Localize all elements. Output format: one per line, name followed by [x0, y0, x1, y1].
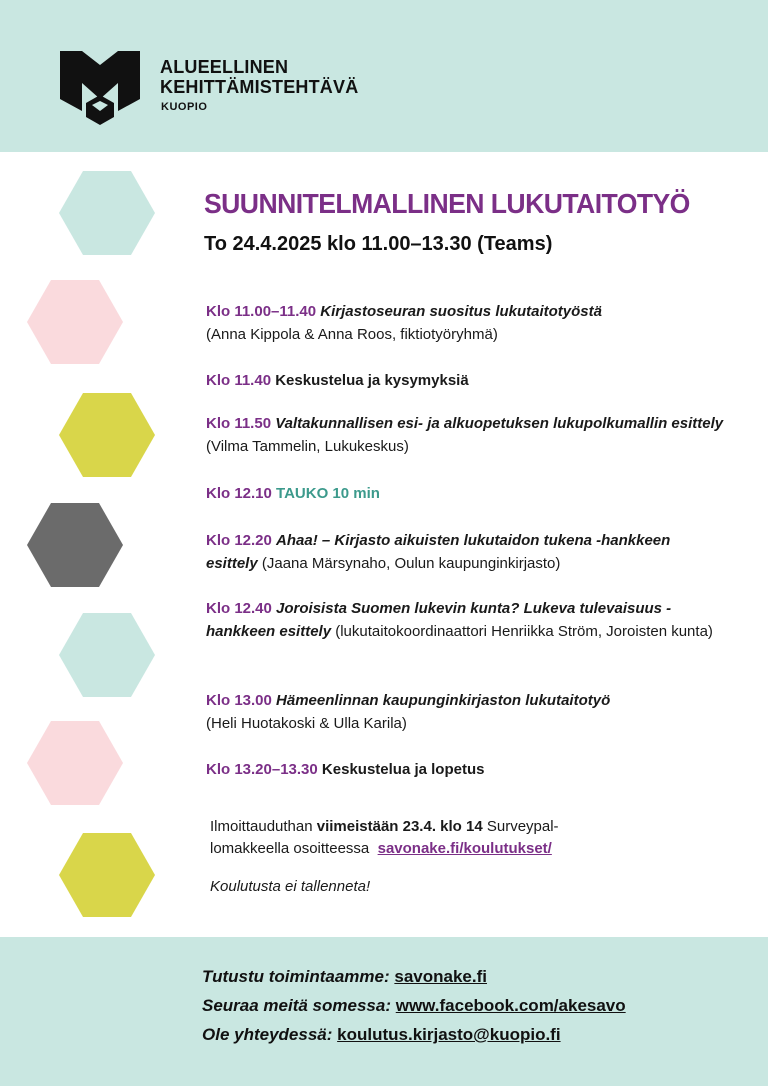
email-link[interactable]: koulutus.kirjasto@kuopio.fi: [337, 1025, 561, 1044]
program-topic: Kirjastoseuran suositus lukutaitotyöstä: [320, 303, 602, 320]
footer-label: Seuraa meitä somessa:: [202, 996, 391, 1015]
decorative-hexagon-pink: [27, 721, 123, 805]
footer-line: [202, 967, 487, 987]
program-time: Klo 13.20–13.30: [206, 761, 318, 778]
program-item: [206, 689, 726, 735]
decorative-hexagon-yellow: [59, 393, 155, 477]
footer-band: [0, 937, 768, 1086]
organization-city: KUOPIO: [161, 101, 208, 113]
program-item: [206, 758, 726, 781]
decorative-hexagon-mint: [59, 613, 155, 697]
program-item: [206, 300, 726, 346]
program-time: Klo 13.00: [206, 692, 272, 709]
program-item: [206, 369, 726, 392]
program-time: Klo 11.00–11.40: [206, 303, 317, 320]
registration-text: Surveypal-: [486, 818, 559, 835]
decorative-hexagon-gray: [27, 503, 123, 587]
registration-link[interactable]: savonake.fi/koulutukset/: [377, 840, 552, 857]
program-detail: (lukutaitokoordinaattori Henriikka Ström, Joroisten kunta): [335, 623, 713, 640]
organization-logo-icon: [58, 47, 142, 125]
program-item: [206, 482, 726, 505]
organization-name: [160, 57, 358, 97]
org-name-line2: KEHITTÄMISTEHTÄVÄ: [160, 77, 359, 97]
program-time: Klo 12.20: [206, 532, 272, 549]
registration-info: [210, 816, 690, 860]
program-topic: Valtakunnallisen esi- ja alkuopetuksen lukupolkumallin esittely: [275, 415, 724, 432]
decorative-hexagon-pink: [27, 280, 123, 364]
website-link[interactable]: savonake.fi: [394, 967, 487, 986]
program-topic: Hämeenlinnan kaupunginkirjaston lukutaitotyö: [276, 692, 611, 709]
program-topic: Keskustelua ja lopetus: [321, 761, 485, 778]
program-detail: (Jaana Märsynaho, Oulun kaupunginkirjasto): [261, 555, 561, 572]
program-topic: TAUKO 10 min: [276, 485, 380, 502]
footer-line: [202, 996, 626, 1016]
footer-label: Tutustu toimintaamme:: [202, 967, 390, 986]
program-topic: Joroisista Suomen lukevin kunta? Lukeva tulevaisuus -hankkeen esittely: [206, 600, 672, 640]
header-band: [0, 0, 768, 152]
program-item: [206, 529, 726, 575]
program-time: Klo 11.50: [206, 415, 272, 432]
event-title: SUUNNITELMALLINEN LUKUTAITOTYÖ: [204, 188, 690, 219]
program-time: Klo 12.10: [206, 485, 272, 502]
program-detail: (Heli Huotakoski & Ulla Karila): [206, 715, 407, 732]
footer-label: Ole yhteydessä:: [202, 1025, 333, 1044]
decorative-hexagon-mint: [59, 171, 155, 255]
program-item: [206, 412, 726, 458]
registration-text: lomakkeella osoitteessa: [210, 840, 370, 857]
program-detail: (Vilma Tammelin, Lukukeskus): [206, 438, 409, 455]
recording-note: Koulutusta ei tallenneta!: [210, 878, 371, 895]
program-topic: Keskustelua ja kysymyksiä: [275, 372, 469, 389]
footer-line: [202, 1025, 561, 1045]
registration-prefix: Ilmoittauduthan: [210, 818, 313, 835]
facebook-link[interactable]: www.facebook.com/akesavo: [395, 996, 626, 1015]
program-time: Klo 12.40: [206, 600, 272, 617]
program-topic: Ahaa! – Kirjasto aikuisten lukutaidon tukena -hankkeen esittely: [206, 532, 671, 572]
registration-deadline: viimeistään 23.4. klo 14: [316, 818, 483, 835]
org-name-line1: ALUEELLINEN: [160, 57, 289, 77]
decorative-hexagon-yellow: [59, 833, 155, 917]
program-time: Klo 11.40: [206, 372, 272, 389]
program-detail: (Anna Kippola & Anna Roos, fiktiotyöryhmä): [206, 326, 498, 343]
program-item: [206, 597, 726, 643]
event-date: To 24.4.2025 klo 11.00–13.30 (Teams): [204, 233, 553, 255]
